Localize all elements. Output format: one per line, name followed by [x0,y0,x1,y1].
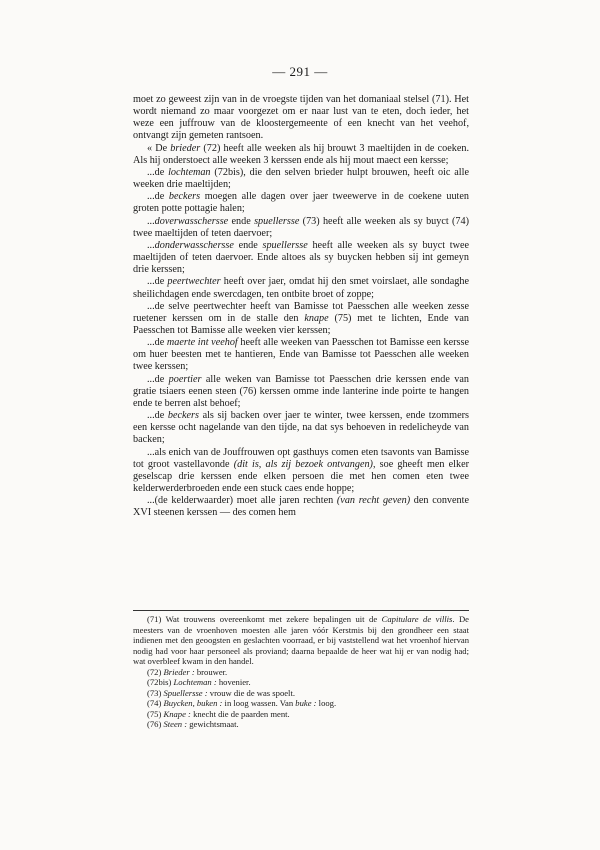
paragraph [133,374,469,410]
text-run: (72bis), die den selven brieder hulpt brouwen, heeft oic alle weeken drie maeltijden; [133,166,469,191]
paragraph [133,143,469,167]
paragraph [133,216,469,240]
italic-term: beckers [168,191,201,203]
text-run: ...(de kelderwaarder) moet alle jaren rechten [147,495,337,507]
page-number: — 291 — [272,64,328,79]
paragraph [133,167,469,191]
italic-term: Spuellersse : [163,687,208,698]
italic-term: maerte int veehof [166,337,238,349]
text-run: ende [233,239,263,251]
text-run: vrouw die de was spoelt. [207,687,295,698]
text-run: ...de [147,337,167,349]
footnote-74 [133,698,469,709]
text-run: (73) heeft alle weeken als sy buyct (74) twee maeltijden of teten daervoer; [133,215,469,239]
italic-term: Lochteman : [173,677,217,687]
paragraph [133,240,469,276]
text-run: (75) [147,708,164,719]
italic-term: knape [304,312,329,324]
text-run: als sij backen over jaer te winter, twee kerssen, ende tzommers een kersse ocht nagelande van den tijde, na dat sys behoeven in redelicheyde van backen; [133,410,469,446]
text-run: (73) [147,687,164,698]
italic-term: (van recht geven) [336,495,411,507]
text-run: ...als enich van de Jouffrouwen opt gasthuys comen eten tsavonts van Bamisse tot groot vastellavonde [133,446,469,470]
italic-term: buke : [295,698,317,708]
text-run: gewichtsmaat. [187,719,239,729]
footnote-72 [133,667,469,678]
text-run: (72) heeft alle weeken als hij brouwt 3 maeltijden in de coeken. Als hij onderstoect alle weeken 3 kerssen ende als hij mout maect een kersse; [133,142,469,166]
text-run: (75) met te lichten, Ende van Paesschen tot Bamisse alle weeken vier kerssen; [133,312,469,336]
text-run: (72bis) [147,677,174,687]
text-run: (71) Wat trouwens overeenkomt met zekere bepalingen uit de [147,614,382,624]
text-run: loog. [316,698,337,708]
text-run: den convente XVI steenen kerssen — des comen hem [133,495,469,519]
text-run: ...de [147,410,168,422]
footnote-76 [133,719,469,730]
text-run: ... [147,215,155,227]
text-run: (72) [147,666,164,677]
text-run: (76) [147,719,164,729]
italic-term: doverwasschersse [154,215,229,227]
paragraph [133,301,469,337]
footnote-divider [133,610,469,611]
text-run: , soe gheeft men elker geselscap drie kerssen ende elken persoen die met hen comen eten twee kelderwerderbroeden ende een stuck caes ende hoppe; [133,458,469,494]
italic-term: brieder [170,142,201,154]
italic-term: Buycken, buken : [163,698,223,708]
text-run: (74) [147,698,164,708]
footnotes [133,610,469,730]
text-run: hovenier. [216,677,251,687]
paragraph [133,276,469,300]
text-run: « De [147,142,171,154]
italic-term: spuellersse [262,239,308,251]
text-run: ende [228,215,255,227]
italic-term: Knape : [163,708,191,719]
paragraph [133,410,469,446]
text-run: . De meesters van de vroenhoven moesten alle jaren vóór Kerstmis bij den grondheer een staat indienen met den geoogsten en geslachten voorraad, er bij vaststellend wat het vroenhof hiervan nodig had voor haar personeel als proviand; daarna bepaalde de heer wat hij er van nodig had; wat overbleef kwam in den handel. [133,614,469,666]
footnote-73 [133,688,469,699]
text-run: heeft alle weeken als sy buyct twee maeltijden of teten daervoer. Ende altoes als sy buycken hebben sij int gemeyn drie kerssen; [133,239,469,276]
text-run: heeft alle weeken van Paesschen tot Bamisse een kersse om huer beesten met te hantieren, Ende van Bamisse tot Paesschen alle weeken twee kerssen; [133,337,469,373]
italic-term: Brieder : [163,666,195,677]
italic-term: (dit is, als zij bezoek ontvangen) [233,458,373,470]
text-run: ...de [147,166,169,178]
text-run: ...de [147,276,168,288]
text-run: ... [147,239,155,251]
italic-term: spuellersse [254,215,300,227]
text-run: ...de [147,191,169,203]
text-run: brouwer. [194,666,228,677]
italic-term: beckers [167,410,199,422]
main-text [133,94,469,519]
footnote-72bis [133,677,469,688]
paragraph [133,495,469,519]
italic-term: lochteman [168,166,211,178]
text-run: moegen alle dagen over jaer tweewerve in de coekene uuten groten potte pottagie halen; [133,191,469,215]
italic-term: Capitulare de villis [381,614,453,624]
footnote-75 [133,709,469,720]
text-run: ...de [147,373,169,385]
paragraph [133,447,469,496]
paragraph: moet zo geweest zijn van in de vroegste tijden van het domaniaal stelsel (71). Het wordt niemand zo maar voorgezet om er naar lust van te eten, doch ieder, het weze een juffrouw van de kloostergemeente of een knecht van het veehof, ontvangt zijn gemeten rantsoen. [133,94,469,142]
paragraph [133,191,469,215]
italic-term: peertwechter [167,276,221,288]
paragraph [133,337,469,373]
italic-term: poertier [168,373,202,385]
italic-term: donderwasschersse [154,239,234,251]
footnote-71 [133,614,469,667]
italic-term: Steen : [163,719,188,729]
text-run: in loog wassen. Van [222,698,296,708]
text-run: ...de selve peertwechter heeft van Bamisse tot Paesschen alle weeken zesse ruetener kerssen om in de stalle den [133,300,469,324]
text-run: heeft over jaer, omdat hij den smet voirslaet, alle sondaghe sheilichdagen ende swercdagen, ten ontbite broet of zoppe; [133,276,469,300]
text-run: alle weken van Bamisse tot Paesschen drie kerssen ende van gratie tsiaers eenen steen (76) kerssen omme inde lanterine inde poirte te hangen ende te berren alst behoef; [133,373,469,409]
text-run: knecht die de paarden ment. [190,708,290,719]
